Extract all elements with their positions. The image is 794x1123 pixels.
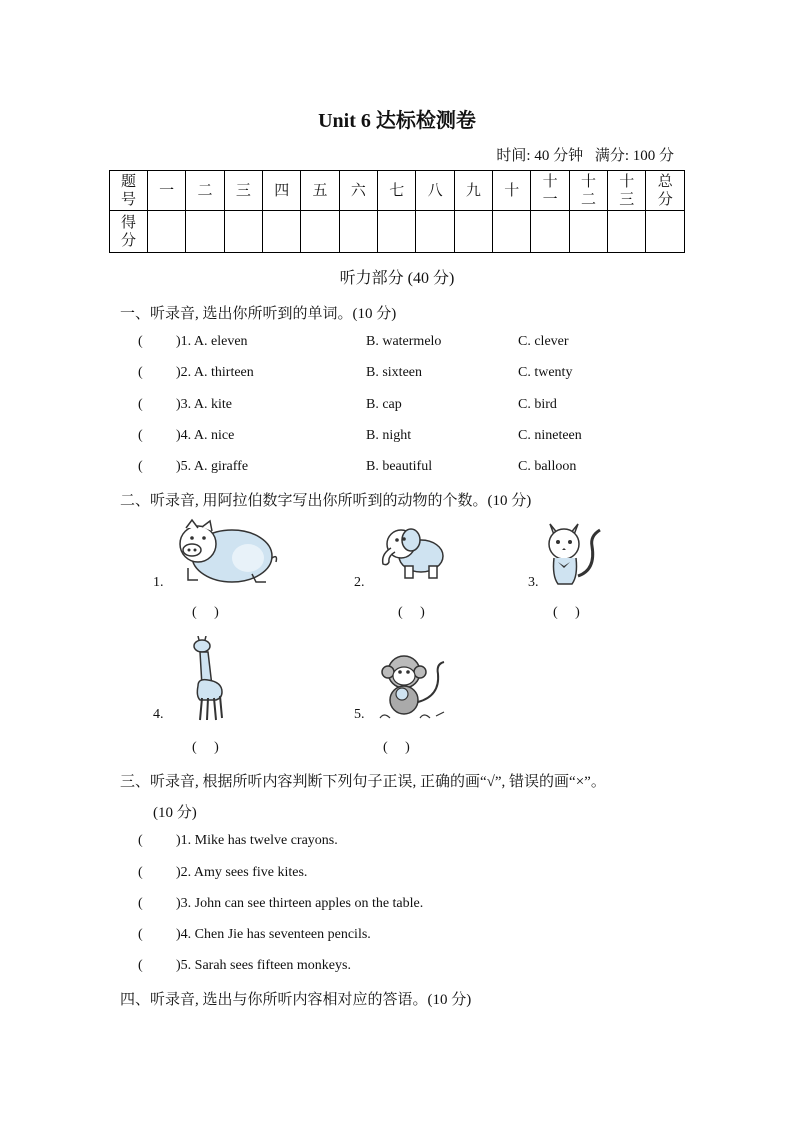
score-header-cell — [531, 171, 569, 211]
answer-paren[interactable]: ( — [138, 927, 143, 942]
full-score: 满分: 100 分 — [594, 148, 674, 164]
score-header-cell — [301, 171, 339, 211]
score-input-cell[interactable] — [569, 211, 607, 253]
score-input-cell[interactable] — [263, 211, 301, 253]
question-option-a: )1. A. eleven — [176, 334, 248, 349]
question-option-c: C. twenty — [518, 365, 573, 380]
question-option-c: C. nineteen — [518, 428, 582, 443]
time-limit: 时间: 40 分钟 — [496, 148, 584, 164]
judge-sentence: )5. Sarah sees fifteen monkeys. — [176, 958, 351, 973]
animal-label-4: 4. — [153, 707, 164, 722]
pig-icon — [168, 518, 278, 588]
monkey-icon — [376, 650, 450, 720]
score-header-label: 三 — [235, 182, 251, 199]
section1-heading: 一、听录音, 选出你所听到的单词。(10 分) — [120, 306, 397, 322]
answer-paren[interactable]: ( — [138, 896, 143, 911]
score-header-cell — [148, 171, 186, 211]
header-label: 题号 — [120, 173, 136, 208]
question-option-a: )4. A. nice — [176, 428, 235, 443]
question-option-b: B. watermelo — [366, 334, 442, 349]
score-header-label: 四 — [274, 182, 290, 199]
score-label: 得分 — [120, 214, 136, 249]
answer-blank-4[interactable]: ( ) — [192, 740, 219, 755]
score-input-cell[interactable] — [608, 211, 646, 253]
question-option-b: B. night — [366, 428, 412, 443]
score-input-cell[interactable] — [339, 211, 377, 253]
score-input-cell[interactable] — [493, 211, 531, 253]
score-header-label: 十三 — [619, 173, 635, 208]
score-header-label: 五 — [312, 182, 328, 199]
score-header-cell — [263, 171, 301, 211]
score-table-score-row — [110, 211, 685, 253]
answer-paren[interactable]: ( — [138, 459, 143, 474]
question-option-b: B. sixteen — [366, 365, 422, 380]
question-option-c: C. clever — [518, 334, 569, 349]
answer-blank-1[interactable]: ( ) — [192, 605, 219, 620]
answer-paren[interactable]: ( — [138, 334, 143, 349]
cat-icon — [540, 518, 612, 588]
answer-blank-3[interactable]: ( ) — [553, 605, 580, 620]
animal-label-5: 5. — [354, 707, 365, 722]
score-header-label: 总分 — [657, 173, 673, 208]
score-header-label: 一 — [159, 182, 175, 199]
score-header-label: 十二 — [580, 173, 596, 208]
section3-heading: 三、听录音, 根据所听内容判断下列句子正误, 正确的画“√”, 错误的画“×”。 — [120, 774, 606, 790]
score-header-cell — [608, 171, 646, 211]
score-input-cell[interactable] — [224, 211, 262, 253]
score-label-cell — [110, 211, 148, 253]
score-input-cell[interactable] — [646, 211, 685, 253]
section4-heading: 四、听录音, 选出与你所听内容相对应的答语。(10 分) — [120, 992, 472, 1008]
question-option-c: C. balloon — [518, 459, 577, 474]
score-header-cell — [646, 171, 685, 211]
score-header-label: 六 — [350, 182, 366, 199]
score-header-cell — [493, 171, 531, 211]
question-option-b: B. beautiful — [366, 459, 433, 474]
score-header-label: 八 — [427, 182, 443, 199]
animal-label-2: 2. — [354, 575, 365, 590]
score-header-cell — [186, 171, 224, 211]
score-header-label: 十一 — [542, 173, 558, 208]
score-input-cell[interactable] — [416, 211, 454, 253]
score-header-cell — [378, 171, 416, 211]
question-option-a: )2. A. thirteen — [176, 365, 254, 380]
score-input-cell[interactable] — [531, 211, 569, 253]
score-input-cell[interactable] — [301, 211, 339, 253]
score-header-cell — [569, 171, 607, 211]
score-table — [109, 170, 685, 253]
score-header-cell — [224, 171, 262, 211]
question-option-a: )3. A. kite — [176, 397, 232, 412]
score-input-cell[interactable] — [148, 211, 186, 253]
score-header-label: 九 — [465, 182, 481, 199]
giraffe-icon — [188, 636, 230, 722]
score-input-cell[interactable] — [378, 211, 416, 253]
header-label-cell — [110, 171, 148, 211]
answer-paren[interactable]: ( — [138, 428, 143, 443]
answer-paren[interactable]: ( — [138, 958, 143, 973]
score-header-label: 七 — [389, 182, 405, 199]
answer-paren[interactable]: ( — [138, 833, 143, 848]
score-input-cell[interactable] — [454, 211, 492, 253]
score-input-cell[interactable] — [186, 211, 224, 253]
answer-blank-5[interactable]: ( ) — [383, 740, 410, 755]
section3-points: (10 分) — [153, 805, 197, 821]
page-title: Unit 6 达标检测卷 — [318, 110, 476, 132]
listening-part-title: 听力部分 (40 分) — [339, 270, 455, 287]
answer-blank-2[interactable]: ( ) — [398, 605, 425, 620]
answer-paren[interactable]: ( — [138, 865, 143, 880]
judge-sentence: )4. Chen Jie has seventeen pencils. — [176, 927, 371, 942]
elephant-icon — [377, 520, 449, 584]
score-header-cell — [339, 171, 377, 211]
question-option-c: C. bird — [518, 397, 557, 412]
answer-paren[interactable]: ( — [138, 365, 143, 380]
judge-sentence: )2. Amy sees five kites. — [176, 865, 308, 880]
section2-heading: 二、听录音, 用阿拉伯数字写出你所听到的动物的个数。(10 分) — [120, 493, 532, 509]
score-header-label: 二 — [197, 182, 213, 199]
judge-sentence: )1. Mike has twelve crayons. — [176, 833, 338, 848]
judge-sentence: )3. John can see thirteen apples on the table. — [176, 896, 424, 911]
exam-meta — [488, 144, 674, 165]
score-header-label: 十 — [504, 182, 520, 199]
question-option-a: )5. A. giraffe — [176, 459, 249, 474]
score-header-cell — [416, 171, 454, 211]
animal-label-3: 3. — [528, 575, 539, 590]
animal-label-1: 1. — [153, 575, 164, 590]
question-option-b: B. cap — [366, 397, 402, 412]
score-header-cell — [454, 171, 492, 211]
answer-paren[interactable]: ( — [138, 397, 143, 412]
score-table-header-row — [110, 171, 685, 211]
